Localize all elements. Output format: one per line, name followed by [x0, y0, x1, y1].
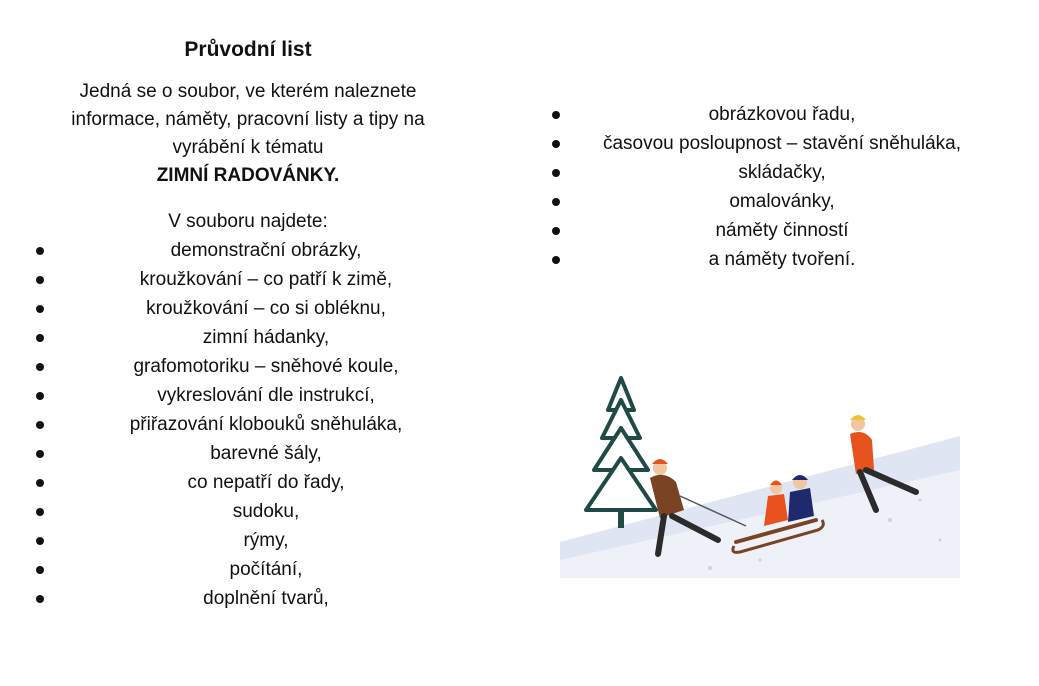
bullet-icon: [36, 247, 44, 255]
list-item-text: časovou posloupnost – stavění sněhuláka,: [602, 133, 962, 154]
list-item-text: kroužkování – co si obléknu,: [146, 298, 386, 319]
list-item-text: skládačky,: [738, 162, 826, 183]
list-item-text: sudoku,: [232, 501, 300, 522]
bullet-icon: [36, 450, 44, 458]
list-item-text: omalovánky,: [729, 191, 835, 212]
list-item-text: a náměty tvoření.: [708, 249, 856, 270]
list-item: [36, 352, 496, 381]
bullet-icon: [36, 421, 44, 429]
list-item: [36, 584, 496, 613]
list-item: [36, 236, 496, 265]
list-item: [36, 526, 496, 555]
topic-emphasis: ZIMNÍ RADOVÁNKY.: [156, 165, 340, 186]
list-item: [36, 410, 496, 439]
bullet-icon: [552, 111, 560, 119]
bullet-icon: [552, 227, 560, 235]
bullet-icon: [36, 508, 44, 516]
intro-line: informace, náměty, pracovní listy a tipy na: [71, 109, 425, 130]
bullet-icon: [36, 595, 44, 603]
bullet-icon: [36, 363, 44, 371]
list-item: [552, 129, 1012, 158]
bullet-icon: [552, 169, 560, 177]
list-item: [552, 100, 1012, 129]
contents-list-right: [552, 100, 1012, 274]
bullet-icon: [36, 334, 44, 342]
list-item-text: zimní hádanky,: [202, 327, 330, 348]
list-item: [36, 294, 496, 323]
list-item-text: rýmy,: [243, 530, 289, 551]
bullet-icon: [36, 537, 44, 545]
contents-heading: V souboru najdete:: [168, 211, 328, 232]
list-item: [552, 245, 1012, 274]
list-item: [36, 555, 496, 584]
bullet-icon: [36, 305, 44, 313]
list-item-text: vykreslování dle instrukcí,: [157, 385, 375, 406]
list-item: [36, 265, 496, 294]
list-item: [36, 381, 496, 410]
bullet-icon: [36, 479, 44, 487]
bullet-icon: [552, 198, 560, 206]
list-item-text: demonstrační obrázky,: [170, 240, 362, 261]
list-item-text: doplnění tvarů,: [203, 588, 329, 609]
intro-paragraph: [38, 78, 458, 190]
bullet-icon: [36, 392, 44, 400]
list-item: [552, 158, 1012, 187]
list-item-text: přiřazování klobouků sněhuláka,: [129, 414, 403, 435]
intro-line: Jedná se o soubor, ve kterém naleznete: [79, 81, 417, 102]
list-item-text: kroužkování – co patří k zimě,: [139, 269, 393, 290]
winter-sledding-illustration: [560, 370, 970, 585]
list-item-text: náměty činností: [715, 220, 849, 241]
list-item: [36, 468, 496, 497]
list-item: [36, 439, 496, 468]
list-item-text: co nepatří do řady,: [187, 472, 345, 493]
bullet-icon: [552, 256, 560, 264]
list-item-text: obrázkovou řadu,: [708, 104, 856, 125]
pine-tree-icon: [586, 378, 656, 528]
list-item: [552, 187, 1012, 216]
bullet-icon: [36, 276, 44, 284]
list-item-text: barevné šály,: [210, 443, 322, 464]
list-item: [552, 216, 1012, 245]
page-title: Průvodní list: [184, 38, 312, 61]
bullet-icon: [552, 140, 560, 148]
list-item: [36, 497, 496, 526]
intro-line: vyrábění k tématu: [172, 137, 324, 158]
list-item-text: počítání,: [229, 559, 303, 580]
list-item-text: grafomotoriku – sněhové koule,: [133, 356, 399, 377]
list-item: [36, 323, 496, 352]
contents-list-left: [36, 236, 496, 613]
bullet-icon: [36, 566, 44, 574]
